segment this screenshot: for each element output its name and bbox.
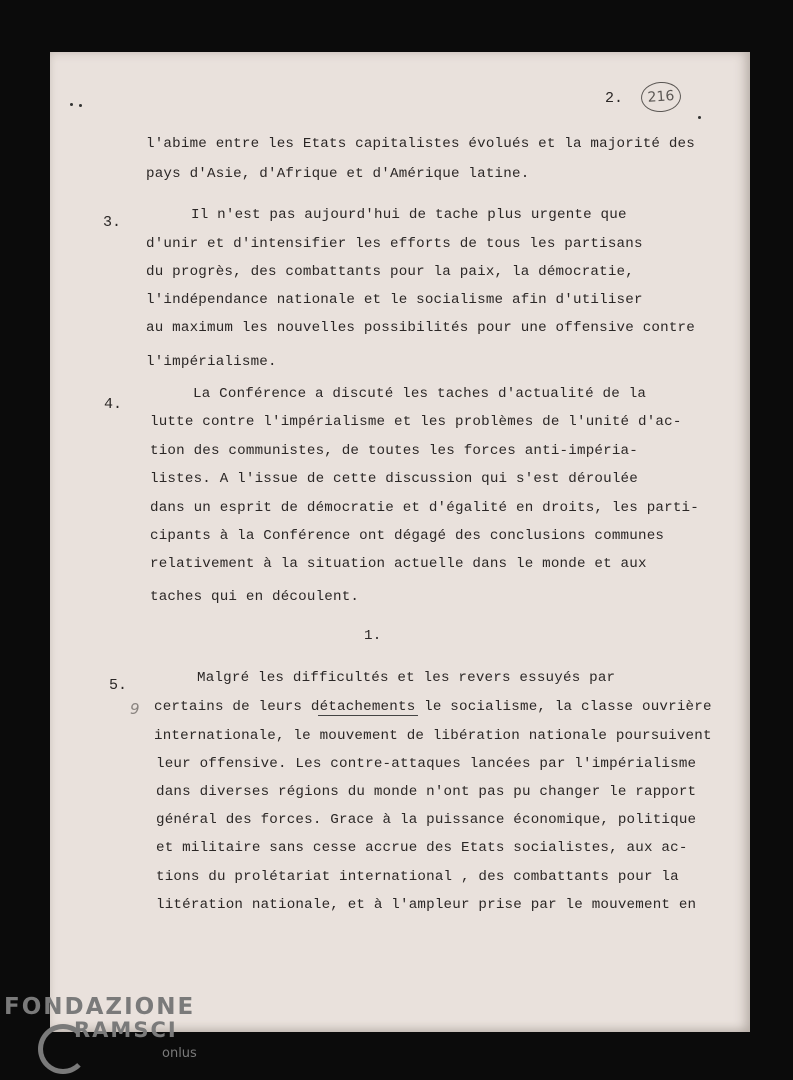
text-line: l'impérialisme. [146, 354, 277, 370]
paragraph-number: 3. [103, 214, 122, 231]
watermark-title: FONDAZIONE [4, 994, 196, 1020]
text-line: l'indépendance nationale et le socialisme afin d'utiliser [146, 292, 643, 308]
watermark-suffix: onlus [162, 1046, 197, 1061]
handwritten-underline [318, 715, 418, 716]
text-line: dans diverses régions du monde n'ont pas pu changer le rapport [156, 784, 697, 800]
text-line: La Conférence a discuté les taches d'actualité de la [193, 386, 647, 402]
text-line: tions du prolétariat international , des combattants pour la [156, 869, 679, 885]
watermark-subtitle: RAMSCI [74, 1018, 178, 1042]
handwritten-page-number: 216 [640, 81, 682, 114]
paper-mark [70, 103, 73, 106]
text-line: internationale, le mouvement de libération nationale poursuivent [154, 728, 712, 744]
paragraph-number: 4. [104, 396, 123, 413]
text-line: dans un esprit de démocratie et d'égalité en droits, les parti- [150, 500, 699, 516]
text-line: d'unir et d'intensifier les efforts de tous les partisans [146, 236, 643, 252]
text-line: relativement à la situation actuelle dans le monde et aux [150, 556, 647, 572]
text-line: du progrès, des combattants pour la paix, la démocratie, [146, 264, 634, 280]
text-line: Malgré les difficultés et les revers essuyés par [197, 670, 616, 686]
text-line: lutte contre l'impérialisme et les problèmes de l'unité d'ac- [150, 414, 682, 430]
text-line: au maximum les nouvelles possibilités pour une offensive contre [146, 320, 695, 336]
text-line: certains de leurs détachements le socialisme, la classe ouvrière [154, 699, 712, 715]
paper-mark [698, 116, 701, 119]
paper-mark [79, 104, 82, 107]
section-number: 1. [364, 628, 382, 644]
text-line: l'abime entre les Etats capitalistes évolués et la majorité des [146, 136, 695, 152]
text-line: cipants à la Conférence ont dégagé des conclusions communes [150, 528, 665, 544]
watermark-logo [4, 994, 197, 1061]
page-number: 2. [605, 90, 624, 107]
text-line: pays d'Asie, d'Afrique et d'Amérique latine. [146, 166, 530, 182]
text-line: taches qui en découlent. [150, 589, 360, 605]
text-line: leur offensive. Les contre-attaques lancées par l'impérialisme [156, 756, 697, 772]
text-line: général des forces. Grace à la puissance économique, politique [156, 812, 697, 828]
pencil-mark: 9 [130, 700, 140, 718]
paragraph-number: 5. [109, 677, 128, 694]
text-line: Il n'est pas aujourd'hui de tache plus urgente que [191, 207, 627, 223]
text-line: litération nationale, et à l'ampleur prise par le mouvement en [156, 897, 697, 913]
text-line: et militaire sans cesse accrue des Etats socialistes, aux ac- [156, 840, 688, 856]
text-line: listes. A l'issue de cette discussion qui s'est déroulée [150, 471, 638, 487]
text-line: tion des communistes, de toutes les forces anti-impéria- [150, 443, 638, 459]
